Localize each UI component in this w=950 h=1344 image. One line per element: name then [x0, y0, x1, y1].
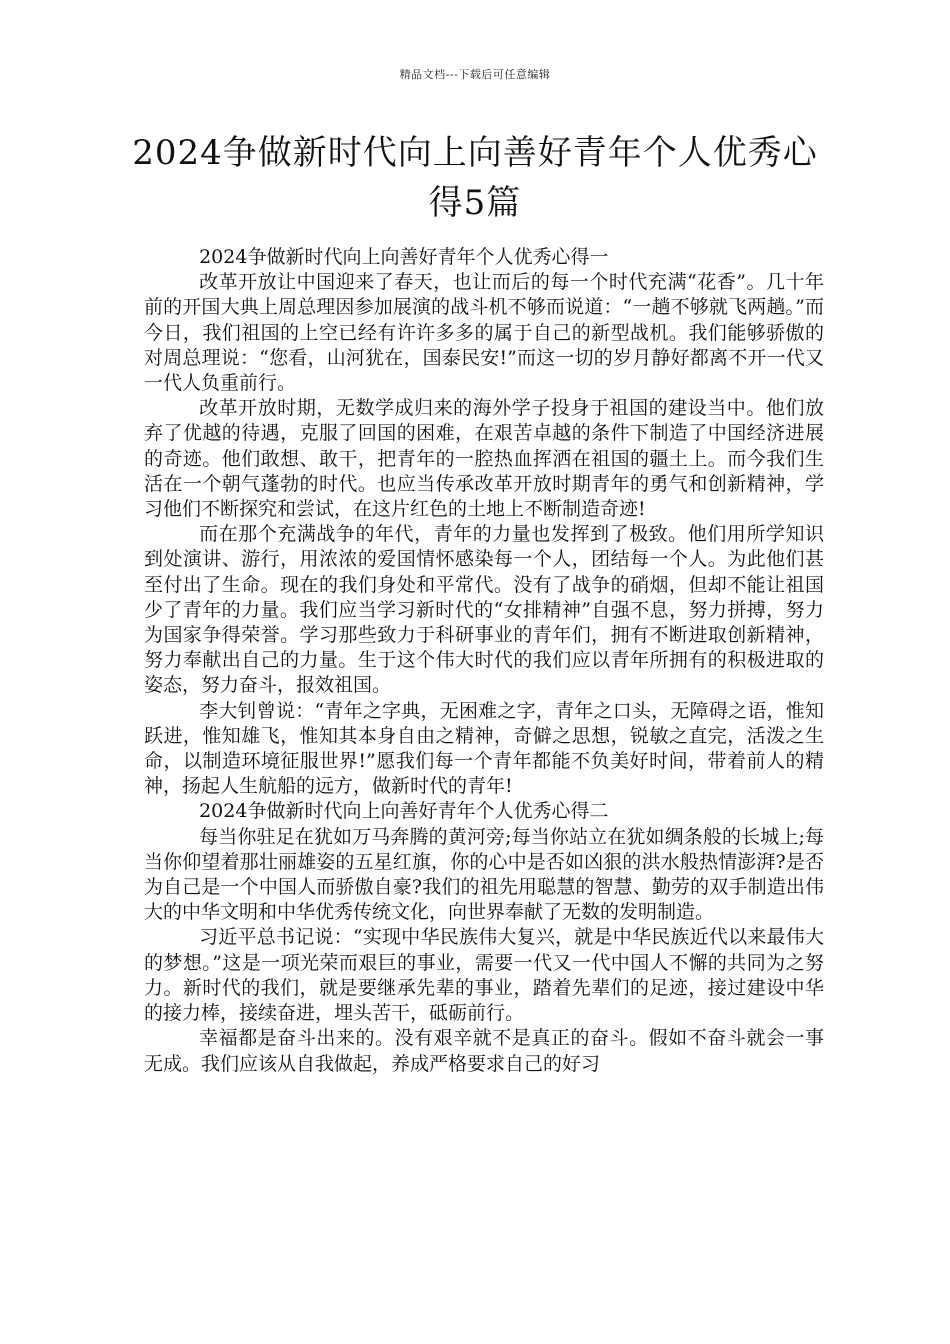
paragraph: 每当你驻足在犹如万马奔腾的黄河旁;每当你站立在犹如绸条般的长城上;每当你仰望着那壮丽雄姿的五星红旗，你的心中是否如凶狠的洪水般热情澎湃?是否为自己是一个中国人而骄傲自豪?我们的祖先用聪慧的智慧、勤劳的双手制造出伟大的中华文明和中华优秀传统文化，向世界奉献了无数的发明制造。: [144, 825, 824, 924]
paragraph: 李大钊曾说：“青年之字典，无困难之字，青年之口头，无障碍之语，惟知跃进，惟知雄飞，惟知其本身自由之精神，奇僻之思想，锐敏之直完，活泼之生命，以制造环境征服世界!”愿我们每一个青年都能不负美好时间，带着前人的精神，扬起人生航船的远方，做新时代的青年!: [144, 699, 824, 798]
header-note: 精品文档---下载后可任意编辑: [399, 68, 551, 81]
paragraph: 幸福都是奋斗出来的。没有艰辛就不是真正的奋斗。假如不奋斗就会一事无成。我们应该从自我做起，养成严格要求自己的好习: [144, 1027, 824, 1075]
paragraph: 改革开放让中国迎来了春天，也让而后的每一个时代充满“花香”。几十年前的开国大典上周总理因参加展演的战斗机不够而说道：“一趟不够就飞两趟。”而今日，我们祖国的上空已经有许许多多的属于自己的新型战机。我们能够骄傲的对周总理说：“您看，山河犹在，国泰民安!”而这一切的岁月静好都离不开一代又一代人负重前行。: [144, 271, 824, 395]
section-heading: 2024争做新时代向上向善好青年个人优秀心得二: [199, 800, 609, 823]
paragraph: 改革开放时期，无数学成归来的海外学子投身于祖国的建设当中。他们放弃了优越的待遇，克服了回国的困难，在艰苦卓越的条件下制造了中国经济进展的奇迹。他们敢想、敢干，把青年的一腔热血挥洒在祖国的疆土上。而今我们生活在一个朝气蓬勃的时代。也应当传承改革开放时期青年的勇气和创新精神，学习他们不断探究和尝试，在这片红色的土地上不断制造奇迹!: [144, 397, 824, 521]
paragraph: 习近平总书记说：“实现中华民族伟大复兴，就是中华民族近代以来最伟大的梦想。”这是一项光荣而艰巨的事业，需要一代又一代中国人不懈的共同为之努力。新时代的我们，就是要继承先辈的事业，踏着先辈们的足迹，接过建设中华的接力棒，接续奋进，埋头苦干，砥砺前行。: [144, 926, 824, 1025]
section-heading: 2024争做新时代向上向善好青年个人优秀心得一: [199, 246, 609, 268]
document-body: [144, 245, 824, 1077]
document-title: 2024争做新时代向上向善好青年个人优秀心得5篇: [132, 133, 818, 223]
paragraph: 而在那个充满战争的年代，青年的力量也发挥到了极致。他们用所学知识到处演讲、游行，用浓浓的爱国情怀感染每一个人，团结每一个人。为此他们甚至付出了生命。现在的我们身处和平常代。没有了战争的硝烟，但却不能让祖国少了青年的力量。我们应当学习新时代的“女排精神”自强不息，努力拼搏，努力为国家争得荣誉。学习那些致力于科研事业的青年们，拥有不断进取创新精神，努力奉献出自己的力量。生于这个伟大时代的我们应以青年所拥有的积极进取的姿态，努力奋斗，报效祖国。: [144, 523, 824, 697]
